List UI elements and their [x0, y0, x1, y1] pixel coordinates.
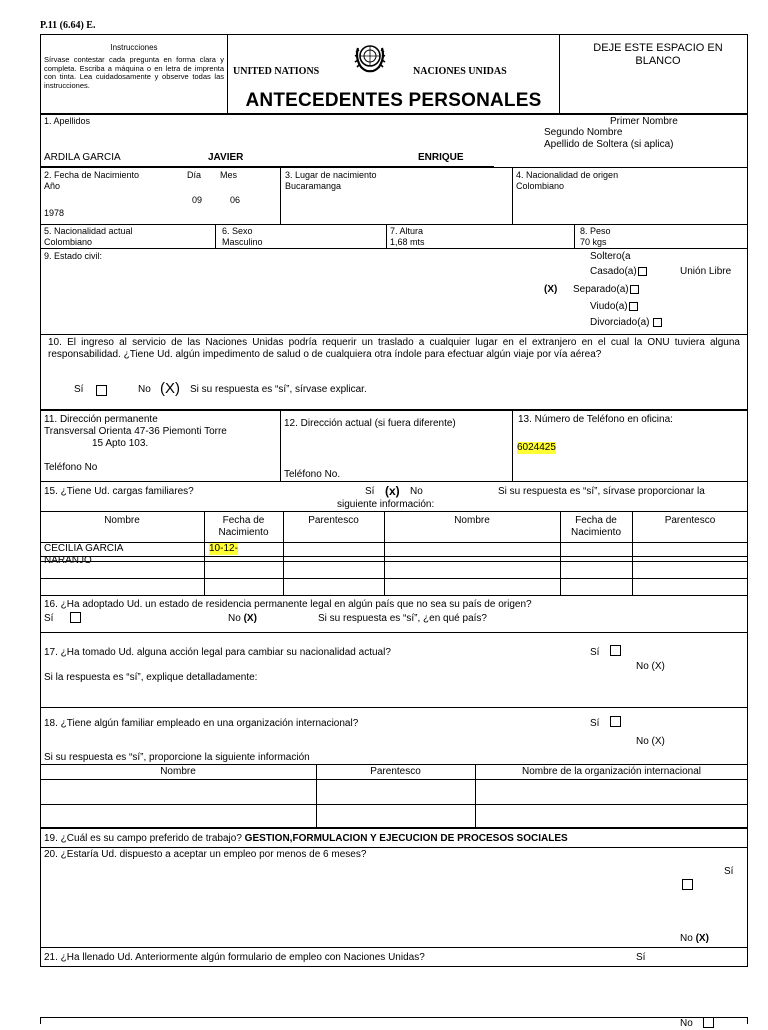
separado-label[interactable]: Separado(a) [573, 284, 639, 296]
q18-no: No (X) [636, 736, 665, 747]
q21-label: 21. ¿Ha llenado Ud. Anteriormente algún formulario de empleo con Naciones Unidas? [44, 952, 425, 963]
q13-label: 13. Número de Teléfono en oficina: [518, 414, 673, 425]
surname-value[interactable]: ARDILA GARCIA [44, 152, 121, 163]
q17-si-checkbox[interactable] [610, 645, 621, 656]
col-nombre: Nombre [104, 515, 140, 526]
first-name-label: Primer Nombre [610, 116, 678, 127]
reserved-space: DEJE ESTE ESPACIO EN BLANCO [593, 42, 723, 67]
q18-si-checkbox[interactable] [610, 716, 621, 727]
q9-label: 9. Estado civil: [44, 251, 103, 261]
casado-label[interactable]: Casado(a) [590, 266, 647, 278]
q21-si: Sí [636, 952, 646, 963]
viudo-label[interactable]: Viudo(a) [590, 301, 638, 313]
q16-no: No (X) [228, 613, 257, 624]
q15-mark: (x) [385, 484, 400, 498]
q18-followup: Si su respuesta es “sí”, proporcione la siguiente información [44, 752, 310, 763]
dependent-birthdate[interactable]: 10-12- [209, 543, 238, 554]
q10-text: 10. El ingreso al servicio de las Naciones Unidas podría requerir un traslado a cualquier lugar en el extranjero en el cual la ONU tuviera alguna responsabilidad. ¿Tiene Ud. algún impedimento de salud o de cualquiera otra índole para efectuar algún viaje por vía aérea? [48, 337, 740, 360]
q10-explain: Si su respuesta es “sí”, sírvase explicar. [190, 384, 367, 395]
q20-si-checkbox[interactable] [682, 879, 693, 890]
q1-label: 1. Apellidos [44, 116, 91, 126]
q15-followup: Si su respuesta es “sí”, sírvase proporcionar la [498, 486, 705, 497]
q18-si: Sí [590, 718, 600, 729]
q11-phone: Teléfono No [44, 462, 98, 473]
dependent-name[interactable]: CECILIA GARCIA [44, 543, 124, 554]
col-parentesco-2: Parentesco [664, 515, 716, 526]
second-name-label: Segundo Nombre [544, 127, 623, 138]
footer-checkbox[interactable] [703, 1017, 714, 1028]
divorciado-checkbox[interactable] [653, 318, 662, 327]
col-nombre-2: Nombre [454, 515, 490, 526]
q16-si-checkbox[interactable] [70, 612, 81, 623]
birth-year[interactable]: 1978 [44, 208, 65, 218]
q5-label: 5. Nacionalidad actual [44, 226, 133, 236]
q4-label: 4. Nacionalidad de origen [516, 170, 619, 180]
divorciado-label[interactable]: Divorciado(a) [590, 317, 662, 329]
q17-no: No (X) [636, 661, 665, 672]
preferred-field-value[interactable]: GESTION,FORMULACION Y EJECUCION DE PROCESOS SOCIALES [244, 833, 568, 844]
q6-label: 6. Sexo [222, 226, 253, 236]
union-libre-label: Unión Libre [680, 266, 732, 277]
q17-followup: Si la respuesta es “sí”, explique detalladamente: [44, 672, 258, 683]
col-fecha-2: Fecha de Nacimiento [570, 515, 622, 538]
q10-si-checkbox[interactable] [96, 385, 107, 396]
q7-label: 7. Altura [390, 226, 424, 236]
q15-followup2: siguiente información: [337, 499, 435, 510]
birth-day[interactable]: 09 [192, 195, 203, 205]
q18-text: 18. ¿Tiene algún familiar empleado en una organización internacional? [44, 718, 359, 729]
marital-mark: (X) [544, 284, 558, 295]
q20-no: No (X) [680, 933, 709, 944]
q3-label: 3. Lugar de nacimiento [285, 170, 377, 180]
q12-phone: Teléfono No. [284, 469, 341, 480]
permanent-address-line2[interactable]: 15 Apto 103. [92, 438, 149, 449]
q2-label: 2. Fecha de Nacimiento [44, 170, 140, 180]
sex-value[interactable]: Masculino [222, 237, 263, 247]
q18-col-org: Nombre de la organización internacional [522, 766, 701, 777]
q15-no: No [410, 486, 423, 497]
q15-label: 15. ¿Tiene Ud. cargas familiares? [44, 486, 194, 497]
separado-checkbox[interactable] [630, 285, 639, 294]
q16-si: Sí [44, 613, 54, 624]
maiden-name-label: Apellido de Soltera (si aplica) [544, 139, 674, 150]
q18-col-parentesco: Parentesco [370, 766, 421, 777]
col-parentesco: Parentesco [308, 515, 359, 526]
q18-col-nombre: Nombre [160, 766, 196, 777]
first-name-value[interactable]: JAVIER [208, 152, 244, 163]
q2-dia: Día [187, 170, 202, 180]
q11-label: 11. Dirección permanente [44, 414, 158, 425]
origin-nationality[interactable]: Colombiano [516, 181, 565, 191]
un-es: NACIONES UNIDAS [413, 66, 507, 77]
col-fecha: Fecha de Nacimiento [218, 515, 269, 538]
height-value[interactable]: 1,68 mts [390, 237, 425, 247]
viudo-checkbox[interactable] [629, 302, 638, 311]
instructions-title: Instrucciones [110, 43, 158, 52]
q20-si: Sí [724, 866, 734, 877]
q17-si: Sí [590, 647, 600, 658]
q10-si: Sí [74, 384, 84, 395]
q12-label: 12. Dirección actual (si fuera diferente) [284, 418, 456, 429]
birthplace-value[interactable]: Bucaramanga [285, 181, 342, 191]
q19-field: 19. ¿Cuál es su campo preferido de trabajo? GESTION,FORMULACION Y EJECUCION DE PROCESOS SOCIALES [44, 833, 568, 844]
q16-text: 16. ¿Ha adoptado Ud. un estado de residencia permanente legal en algún país que no sea su país de origen? [44, 599, 532, 610]
second-name-value[interactable]: ENRIQUE [418, 152, 464, 163]
weight-value[interactable]: 70 kgs [580, 237, 607, 247]
q2-ano: Año [44, 181, 61, 191]
office-phone-value[interactable]: 6024425 [517, 442, 556, 453]
q10-mark: (X) [160, 380, 180, 397]
q17-text: 17. ¿Ha tomado Ud. alguna acción legal para cambiar su nacionalidad actual? [44, 647, 391, 658]
q15-si: Sí [365, 486, 375, 497]
q10-no: No [138, 384, 151, 395]
q2-mes: Mes [220, 170, 238, 180]
birth-month[interactable]: 06 [230, 195, 241, 205]
instructions-body: Sírvase contestar cada pregunta en forma clara y completa. Escriba a máquina o en letra de imprenta con tinta. Lea cuidadosamente y observe todas las instrucciones. [44, 55, 224, 90]
q20-label: 20. ¿Estaría Ud. dispuesto a aceptar un empleo por menos de 6 meses? [44, 849, 367, 860]
footer-no: No [680, 1018, 693, 1029]
q8-label: 8. Peso [580, 226, 611, 236]
q16-followup: Si su respuesta es “sí”, ¿en qué país? [318, 613, 487, 624]
current-nationality[interactable]: Colombiano [44, 237, 93, 247]
page-title: ANTECEDENTES PERSONALES [245, 90, 542, 111]
form-code: P.11 (6.64) E. [40, 20, 96, 31]
casado-checkbox[interactable] [638, 267, 647, 276]
permanent-address-line1[interactable]: Transversal Orienta 47-36 Piemonti Torre [44, 426, 227, 437]
un-emblem-icon [353, 40, 387, 76]
soltero-label: Soltero(a [590, 251, 631, 262]
un-en: UNITED NATIONS [233, 66, 320, 77]
